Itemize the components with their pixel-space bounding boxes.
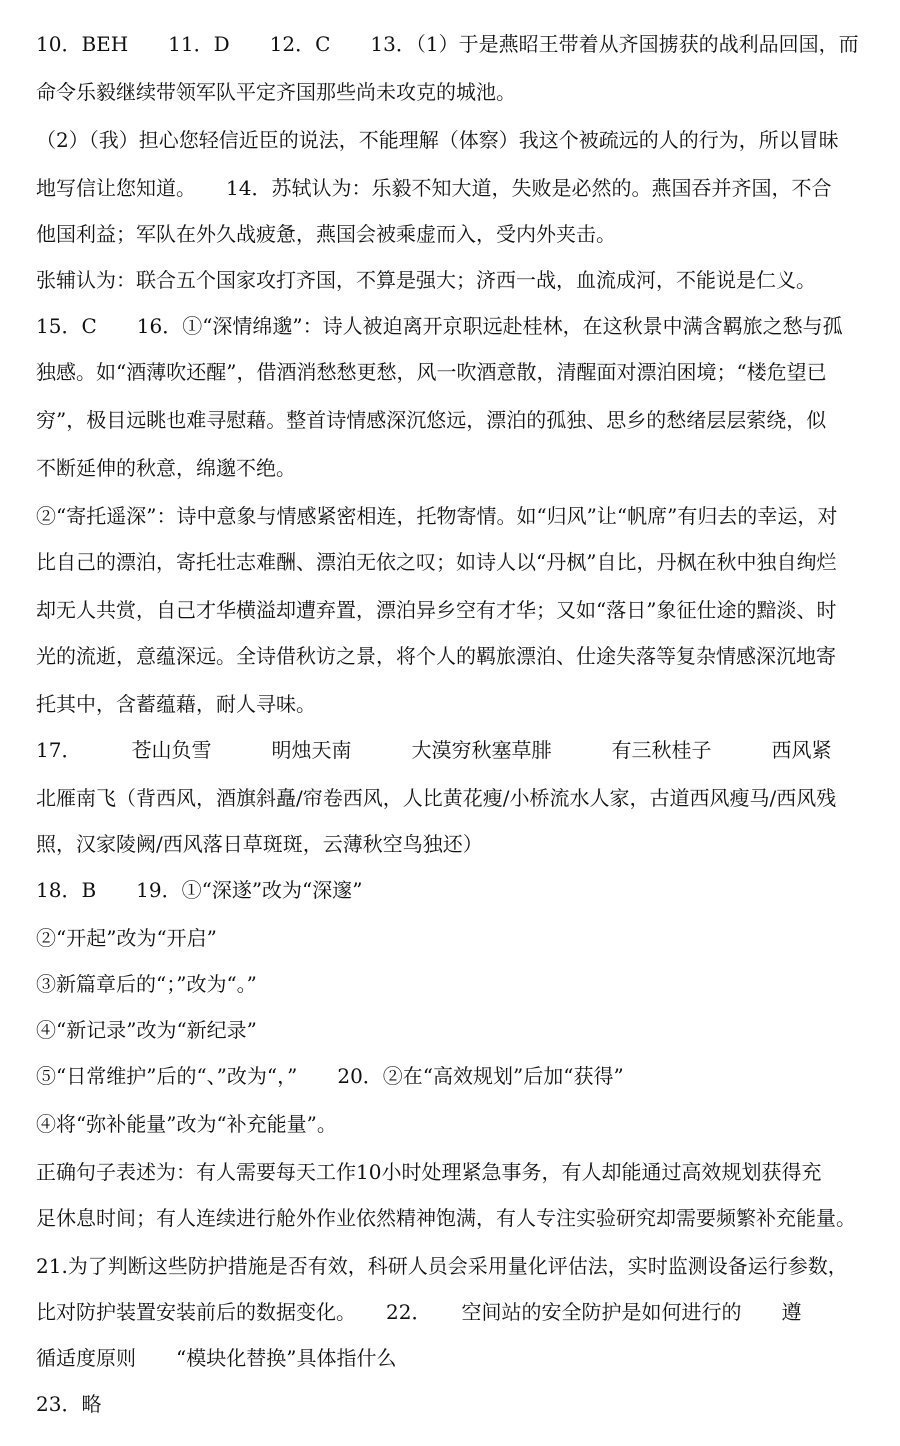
- text-line: 穷”，极目远眺也难寻慰藉。整首诗情感深沉悠远，漂泊的孤独、思乡的愁绪层层萦绕，似: [36, 408, 827, 432]
- text-line: 却无人共赏，自己才华横溢却遭弃置，漂泊异乡空有才华；又如“落日”象征仕途的黯淡、时: [36, 598, 837, 622]
- text-line: 他国利益；军队在外久战疲惫，燕国会被乘虚而入，受内外夹击。: [36, 222, 616, 246]
- text-line: 不断延伸的秋意，绵邈不绝。: [36, 456, 296, 480]
- text-line: ②“寄托遥深”：诗中意象与情感紧密相连，托物寄情。如“归风”让“帆席”有归去的幸运，对: [36, 504, 838, 528]
- text-line: 18．B 19．①“深遂”改为“深邃”: [36, 878, 363, 902]
- text-line: 21.为了判断这些防护措施是否有效，科研人员会采用量化评估法，实时监测设备运行参数，: [36, 1254, 848, 1278]
- text-line: 独感。如“酒薄吹还醒”，借酒消愁愁更愁，风一吹酒意散，清醒面对漂泊困境；“楼危望已: [36, 360, 827, 384]
- text-line: 23．略: [36, 1392, 102, 1416]
- text-line: 15．C 16．①“深情绵邈”：诗人被迫离开京职远赴桂林，在这秋景中满含羁旅之愁与孤: [36, 314, 843, 338]
- text-line: 命令乐毅继续带领军队平定齐国那些尚未攻克的城池。: [36, 80, 516, 104]
- text-line: 比对防护装置安装前后的数据变化。 22． 空间站的安全防护是如何进行的 遵: [36, 1300, 802, 1324]
- text-line: 10．BEH 11．D 12．C 13．（1）于是燕昭王带着从齐国掳获的战利品回国，而: [36, 32, 859, 56]
- text-line: 张辅认为：联合五个国家攻打齐国，不算是强大；济西一战，血流成河，不能说是仁义。: [36, 268, 816, 292]
- text-line: ②“开起”改为“开启”: [36, 926, 217, 950]
- text-line: 循适度原则 “模块化替换”具体指什么: [36, 1346, 397, 1370]
- text-line: 照，汉家陵阙/西风落日草斑斑，云薄秋空鸟独还）: [36, 832, 483, 856]
- text-line: 托其中，含蓄蕴藉，耐人寻味。: [36, 692, 316, 716]
- text-line: （2）（我）担心您轻信近臣的说法，不能理解（体察）我这个被疏远的人的行为，所以冒昧: [36, 128, 839, 152]
- text-line: ⑤“日常维护”后的“、”改为“，” 20．②在“高效规划”后加“获得”: [36, 1064, 624, 1088]
- text-line: 足休息时间；有人连续进行舱外作业依然精神饱满，有人专注实验研究却需要频繁补充能量。: [36, 1206, 856, 1230]
- text-line: 17． 苍山负雪 明烛天南 大漠穷秋塞草腓 有三秋桂子 西风紧: [36, 738, 832, 762]
- text-line: 北雁南飞（背西风，酒旗斜矗/帘卷西风，人比黄花瘦/小桥流水人家，古道西风瘦马/西风残: [36, 786, 837, 810]
- text-line: 比自己的漂泊，寄托壮志难酬、漂泊无依之叹；如诗人以“丹枫”自比，丹枫在秋中独自绚烂: [36, 550, 837, 574]
- text-line: ④“新记录”改为“新纪录”: [36, 1018, 257, 1042]
- text-line: 光的流逝，意蕴深远。全诗借秋访之景，将个人的羁旅漂泊、仕途失落等复杂情感深沉地寄: [36, 644, 836, 668]
- text-line: 地写信让您知道。 14．苏轼认为：乐毅不知大道，失败是必然的。燕国吞并齐国，不合: [36, 176, 832, 200]
- text-line: 正确句子表述为：有人需要每天工作10小时处理紧急事务，有人却能通过高效规划获得充: [36, 1160, 822, 1184]
- text-line: ③新篇章后的“；”改为“。”: [36, 972, 257, 996]
- text-line: ④将“弥补能量”改为“补充能量”。: [36, 1112, 337, 1136]
